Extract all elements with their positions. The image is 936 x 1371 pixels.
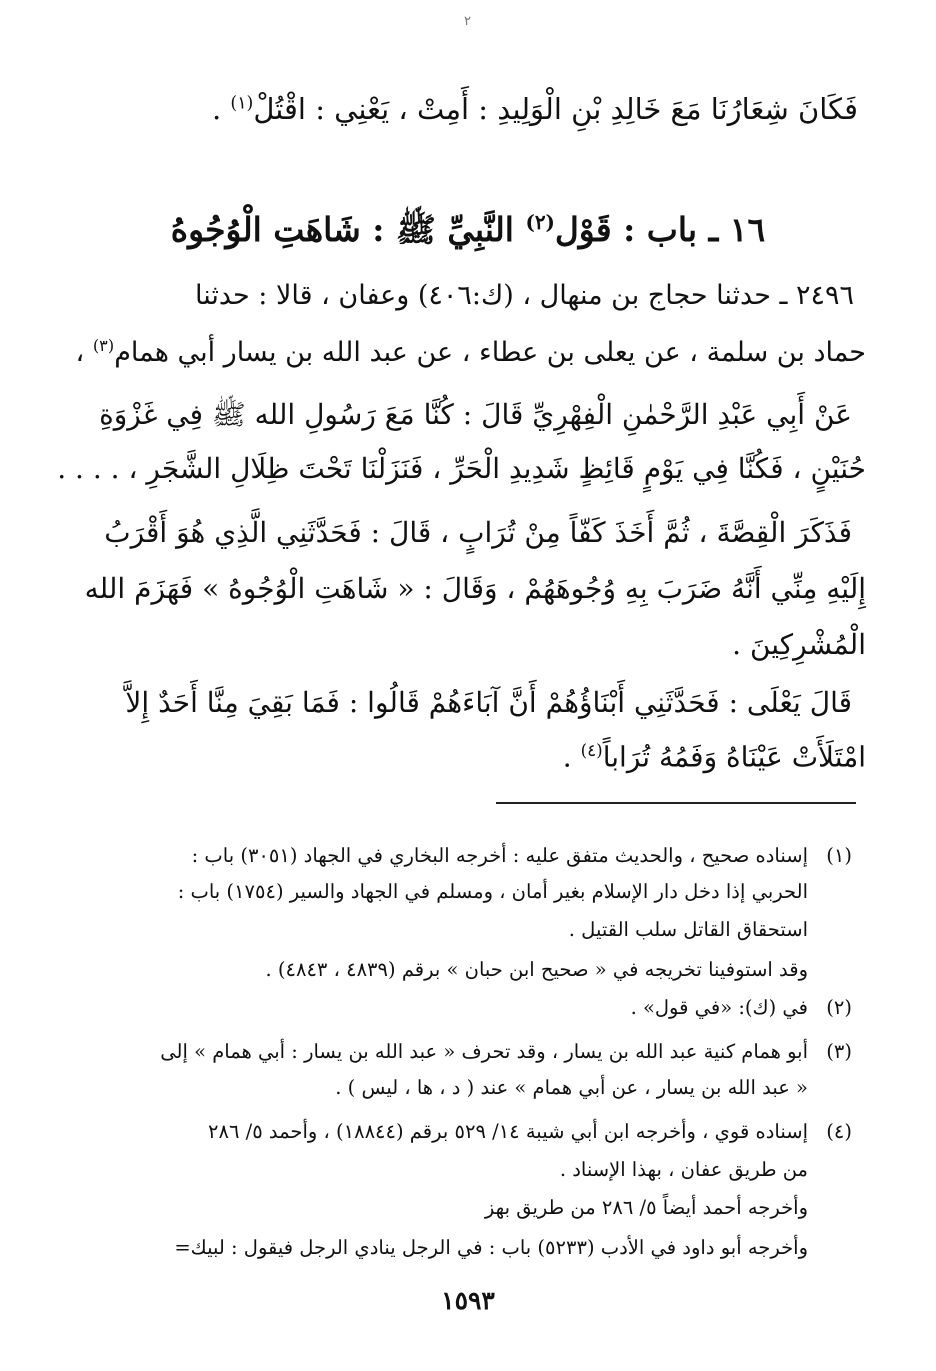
isnad-line-2-text: حماد بن سلمة ، عن يعلى بن عطاء ، عن عبد الله بن يسار أبي همام xyxy=(114,337,866,368)
footnote-1-line-3: استحقاق القاتل سلب القتيل . xyxy=(568,918,808,941)
hadith-line-6: قَالَ يَعْلَى : فَحَدَّثَنِي أَبْنَاؤُهُمْ أَنَّ آبَاءَهُمْ قَالُوا : فَمَا بَقِيَ مِنَّا أَحَدٌ إِلاَّ xyxy=(125,686,852,719)
footnote-ref-2[interactable]: (٢) xyxy=(525,210,555,234)
top-line-end: . xyxy=(211,92,231,126)
chapter-heading xyxy=(0,210,936,258)
heading-text-a: ١٦ ـ باب : قَوْل xyxy=(554,210,766,249)
footnote-4-line-3: وأخرجه أحمد أيضاً ٥/ ٢٨٦ من طريق بهز xyxy=(484,1196,808,1219)
hadith-line-7 xyxy=(70,740,866,773)
top-line xyxy=(70,92,858,126)
footnote-ref-1[interactable]: (١) xyxy=(230,93,254,114)
hadith-line-3: فَذَكَرَ الْقِصَّةَ ، ثُمَّ أَخَذَ كَفّاً مِنْ تُرَابٍ ، قَالَ : فَحَدَّثَنِي الَّذِي هُوَ أَقْرَبُ xyxy=(104,516,852,549)
hadith-line-7-end: . xyxy=(562,740,581,774)
footnote-1-line-1: إسناده صحيح ، والحديث متفق عليه : أخرجه البخاري في الجهاد (٣٠٥١) باب : xyxy=(191,844,808,867)
footnote-ref-3[interactable]: (٣) xyxy=(92,336,115,355)
footnote-4-line-1: إسناده قوي ، وأخرجه ابن أبي شيبة ١٤/ ٥٢٩ برقم (١٨٨٤٤) ، وأحمد ٥/ ٢٨٦ xyxy=(208,1120,808,1143)
hadith-line-7-text: امْتَلَأَتْ عَيْنَاهُ وَفَمُهُ تُرَاباً xyxy=(602,740,866,774)
isnad-line-2-end: ، xyxy=(75,337,93,368)
heading-text-b: النَّبِيِّ ﷺ : شَاهَتِ الْوُجُوهُ xyxy=(170,210,526,249)
footnote-2-line-1: في (ك): «في قول» . xyxy=(630,996,808,1019)
isnad-line-2 xyxy=(70,336,866,368)
footnote-4-line-2: من طريق عفان ، بهذا الإسناد . xyxy=(559,1158,808,1181)
footnote-number-4: (٤) xyxy=(826,1120,852,1143)
footnote-number-3: (٣) xyxy=(826,1040,852,1063)
footnote-divider xyxy=(496,802,856,804)
footnote-4-line-4: وأخرجه أبو داود في الأدب (٥٢٣٣) باب : في الرجل ينادي الرجل فيقول : لبيك= xyxy=(174,1236,808,1259)
isnad-line-1: ٢٤٩٦ ـ حدثنا حجاج بن منهال ، (ك:٤٠٦) وعفان ، قالا : حدثنا xyxy=(194,280,854,311)
footnote-number-1: (١) xyxy=(826,844,852,867)
footnote-3-line-2: « عبد الله بن يسار ، عن أبي همام » عند ( د ، ها ، ليس ) . xyxy=(335,1076,808,1099)
footnote-ref-4[interactable]: (٤) xyxy=(580,740,603,760)
hadith-line-1: عَنْ أَبِي عَبْدِ الرَّحْمٰنِ الْفِهْرِيِّ قَالَ : كُنَّا مَعَ رَسُولِ الله ﷺ فِي غَزْوَةِ xyxy=(99,398,852,431)
page-number: ١٥٩٣ xyxy=(441,1286,495,1315)
top-line-text: فَكَانَ شِعَارُنَا مَعَ خَالِدِ بْنِ الْوَلِيدِ : أَمِتْ ، يَعْنِي : اقْتُلْ xyxy=(253,92,858,126)
footnote-1-line-2: الحربي إذا دخل دار الإسلام بغير أمان ، ومسلم في الجهاد والسير (١٧٥٤) باب : xyxy=(177,880,808,903)
footnote-1-line-4: وقد استوفينا تخريجه في « صحيح ابن حبان » برقم (٤٨٣٩ ، ٤٨٤٣) . xyxy=(265,958,808,981)
hadith-line-2: حُنَيْنٍ ، فَكُنَّا فِي يَوْمٍ قَائِظٍ شَدِيدِ الْحَرِّ ، فَنَزَلْنَا تَحْتَ ظِلَالِ الشَّجَرِ ، . . . . xyxy=(57,452,866,485)
footnote-number-2: (٢) xyxy=(826,996,852,1019)
footnote-3-line-1: أبو همام كنية عبد الله بن يسار ، وقد تحرف « عبد الله بن يسار : أبي همام » إلى xyxy=(160,1040,808,1063)
hadith-line-5: الْمُشْرِكِينَ . xyxy=(732,628,866,661)
top-mark: ٢ xyxy=(464,14,471,29)
hadith-line-4: إِلَيْهِ مِنِّي أَنَّهُ ضَرَبَ بِهِ وُجُوهَهُمْ ، وَقَالَ : « شَاهَتِ الْوُجُوهُ » فَهَزَمَ الله xyxy=(84,572,866,605)
